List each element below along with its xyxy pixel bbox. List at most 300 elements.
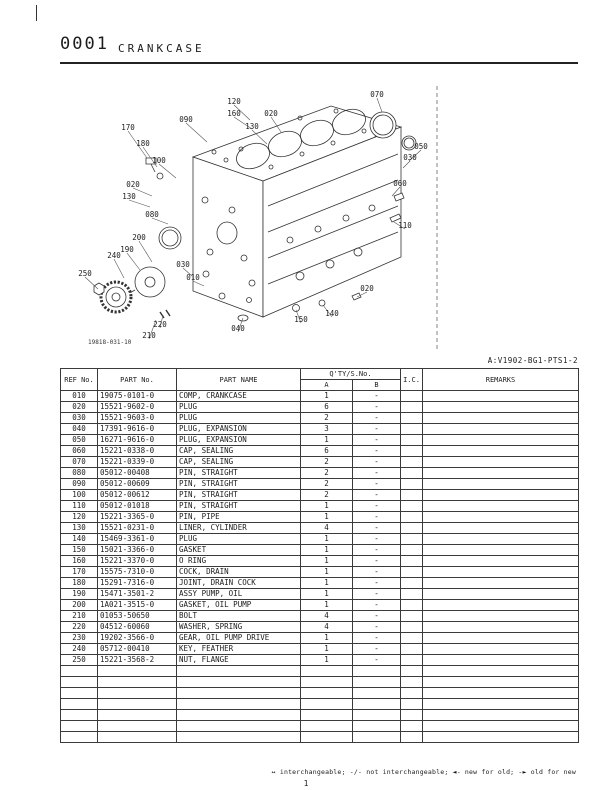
cell-qty-b: - (353, 600, 401, 611)
cell-qty-a: 2 (301, 468, 353, 479)
cell-part-name (177, 699, 301, 710)
cell-part-no: 16271-9616-0 (98, 435, 177, 446)
table-row (61, 589, 579, 600)
table-row-empty (61, 721, 579, 732)
cell-part-name: COMP, CRANKCASE (177, 391, 301, 402)
header-part-name: PART NAME (177, 369, 301, 391)
table-row (61, 622, 579, 633)
cell-remarks (423, 446, 579, 457)
cell-part-no: 15521-9602-0 (98, 402, 177, 413)
diagram-callout: 080 (145, 210, 159, 219)
cell-qty-b: - (353, 391, 401, 402)
table-row (61, 446, 579, 457)
diagram-callout: 070 (370, 90, 384, 99)
cell-ic (401, 567, 423, 578)
cell-qty-b: - (353, 446, 401, 457)
diagram-callout: 010 (186, 273, 200, 282)
diagram-callout: 200 (132, 233, 146, 242)
cell-ref: 110 (61, 501, 98, 512)
cell-ic (401, 721, 423, 732)
cell-remarks (423, 644, 579, 655)
cell-part-no: 19075-0101-0 (98, 391, 177, 402)
cell-ic (401, 611, 423, 622)
cell-remarks (423, 699, 579, 710)
diagram-callout: 210 (142, 331, 156, 340)
diagram-callout: 140 (325, 309, 339, 318)
block-front-face (193, 157, 263, 317)
cell-qty-b (353, 677, 401, 688)
cell-ref: 130 (61, 523, 98, 534)
cell-part-name: PIN, STRAIGHT (177, 468, 301, 479)
cell-qty-a: 1 (301, 501, 353, 512)
cell-part-no (98, 688, 177, 699)
cell-ref: 200 (61, 600, 98, 611)
header-qty: Q'TY/S.No. (301, 369, 401, 380)
cell-part-no: 15021-3366-0 (98, 545, 177, 556)
cell-qty-b: - (353, 457, 401, 468)
cell-part-no: 01053-50650 (98, 611, 177, 622)
cell-ic (401, 435, 423, 446)
cell-ic (401, 446, 423, 457)
cell-part-no: 15469-3361-0 (98, 534, 177, 545)
cell-ref: 220 (61, 622, 98, 633)
cell-ic (401, 468, 423, 479)
cell-ref: 060 (61, 446, 98, 457)
cell-qty-b: - (353, 622, 401, 633)
cell-part-name (177, 732, 301, 743)
cell-qty-a (301, 688, 353, 699)
cell-qty-a: 1 (301, 534, 353, 545)
cell-ref (61, 732, 98, 743)
cell-part-name: PLUG (177, 413, 301, 424)
cell-ic (401, 732, 423, 743)
cell-part-no: 15291-7316-0 (98, 578, 177, 589)
cell-qty-b (353, 710, 401, 721)
cell-part-no: 15471-3501-2 (98, 589, 177, 600)
drain-joint (157, 173, 163, 179)
cell-qty-a (301, 666, 353, 677)
cell-remarks (423, 567, 579, 578)
cell-ref: 250 (61, 655, 98, 666)
table-row (61, 501, 579, 512)
cell-ic (401, 677, 423, 688)
cell-remarks (423, 413, 579, 424)
cell-ic (401, 457, 423, 468)
cell-part-name (177, 710, 301, 721)
cell-part-no (98, 677, 177, 688)
cell-qty-b: - (353, 578, 401, 589)
cell-part-name: COCK, DRAIN (177, 567, 301, 578)
diagram-callout: 130 (245, 122, 259, 131)
cell-part-name: PIN, STRAIGHT (177, 479, 301, 490)
diagram-callout: 170 (121, 123, 135, 132)
cell-remarks (423, 721, 579, 732)
cell-part-no: 04512-60060 (98, 622, 177, 633)
cell-remarks (423, 435, 579, 446)
cell-ref: 040 (61, 424, 98, 435)
cell-ref: 090 (61, 479, 98, 490)
cell-qty-b: - (353, 556, 401, 567)
cell-qty-a (301, 699, 353, 710)
cell-qty-a: 6 (301, 402, 353, 413)
diagram-callout: 130 (122, 192, 136, 201)
cell-part-no: 15221-0338-0 (98, 446, 177, 457)
cell-ic (401, 655, 423, 666)
cell-part-name (177, 688, 301, 699)
table-row (61, 534, 579, 545)
table-row (61, 424, 579, 435)
cell-ic (401, 644, 423, 655)
cell-part-name: LINER, CYLINDER (177, 523, 301, 534)
cell-qty-a: 1 (301, 391, 353, 402)
cell-qty-b (353, 699, 401, 710)
cell-part-name: JOINT, DRAIN COCK (177, 578, 301, 589)
plug-small (319, 300, 325, 306)
cell-qty-a: 4 (301, 611, 353, 622)
cell-ref: 190 (61, 589, 98, 600)
cell-remarks (423, 732, 579, 743)
cell-qty-a: 1 (301, 644, 353, 655)
table-row-empty (61, 710, 579, 721)
cell-remarks (423, 710, 579, 721)
cell-part-name: PIN, STRAIGHT (177, 501, 301, 512)
cell-part-no: 15221-3568-2 (98, 655, 177, 666)
parts-table (60, 368, 579, 743)
table-row (61, 413, 579, 424)
cell-part-name: CAP, SEALING (177, 446, 301, 457)
cell-qty-b (353, 688, 401, 699)
page-title: CRANKCASE (118, 42, 205, 55)
cell-qty-a: 1 (301, 545, 353, 556)
cell-qty-a: 2 (301, 479, 353, 490)
cell-ic (401, 424, 423, 435)
cell-remarks (423, 556, 579, 567)
table-row (61, 468, 579, 479)
cell-qty-b: - (353, 567, 401, 578)
cell-ic (401, 710, 423, 721)
cell-part-name: GASKET (177, 545, 301, 556)
cell-qty-b: - (353, 644, 401, 655)
table-row (61, 655, 579, 666)
leader-line (129, 200, 150, 207)
section-code: 0001 (60, 34, 109, 54)
cell-part-name: WASHER, SPRING (177, 622, 301, 633)
cell-ic (401, 391, 423, 402)
cell-part-name: PIN, STRAIGHT (177, 490, 301, 501)
cell-part-no: 05012-01018 (98, 501, 177, 512)
cell-part-no (98, 721, 177, 732)
cell-qty-b: - (353, 479, 401, 490)
cell-qty-a (301, 732, 353, 743)
cell-ic (401, 633, 423, 644)
cell-ref (61, 677, 98, 688)
cell-qty-b: - (353, 655, 401, 666)
cell-ref: 010 (61, 391, 98, 402)
cell-qty-a: 1 (301, 578, 353, 589)
cell-part-name (177, 666, 301, 677)
cell-ref: 140 (61, 534, 98, 545)
cell-ic (401, 622, 423, 633)
leader-line (403, 161, 410, 168)
drawing-number: 19818-031-10 (88, 339, 132, 346)
cell-part-name: PLUG (177, 402, 301, 413)
cell-part-name (177, 677, 301, 688)
cell-remarks (423, 490, 579, 501)
table-row (61, 523, 579, 534)
cell-qty-b (353, 732, 401, 743)
cell-remarks (423, 534, 579, 545)
cell-remarks (423, 589, 579, 600)
cell-qty-b: - (353, 611, 401, 622)
header-ic: I.C. (401, 369, 423, 391)
cell-ic (401, 490, 423, 501)
cell-part-name: PLUG, EXPANSION (177, 435, 301, 446)
cell-remarks (423, 402, 579, 413)
cell-ref: 070 (61, 457, 98, 468)
cell-qty-a: 1 (301, 589, 353, 600)
cell-remarks (423, 391, 579, 402)
cell-remarks (423, 545, 579, 556)
cell-ref: 120 (61, 512, 98, 523)
diagram-callout: 240 (107, 251, 121, 260)
cell-ic (401, 688, 423, 699)
cell-qty-b: - (353, 545, 401, 556)
cell-remarks (423, 457, 579, 468)
cell-ic (401, 523, 423, 534)
cell-part-name: GEAR, OIL PUMP DRIVE (177, 633, 301, 644)
diagram-callout: 020 (360, 284, 374, 293)
cell-remarks (423, 655, 579, 666)
cell-part-no: 05012-00408 (98, 468, 177, 479)
cell-remarks (423, 479, 579, 490)
cell-part-name: ASSY PUMP, OIL (177, 589, 301, 600)
cell-part-name: BOLT (177, 611, 301, 622)
cell-part-no (98, 732, 177, 743)
cell-part-no: 17391-9616-0 (98, 424, 177, 435)
table-row (61, 435, 579, 446)
diagram-callout: 040 (231, 324, 245, 333)
cell-qty-b: - (353, 633, 401, 644)
table-row (61, 545, 579, 556)
cell-qty-b: - (353, 501, 401, 512)
leader-line (133, 188, 152, 196)
cell-ic (401, 534, 423, 545)
interchangeability-legend: ↔ interchangeable; -/- not interchangeable; ◄- new for old; -► old for new (271, 768, 576, 776)
diagram-callout: 250 (78, 269, 92, 278)
cell-part-no: 15221-0339-0 (98, 457, 177, 468)
diagram-callout: 030 (403, 153, 417, 162)
table-row (61, 556, 579, 567)
table-row-empty (61, 699, 579, 710)
cell-ref (61, 710, 98, 721)
cell-qty-b: - (353, 490, 401, 501)
table-row (61, 512, 579, 523)
cell-qty-b: - (353, 534, 401, 545)
cell-ref: 240 (61, 644, 98, 655)
cell-remarks (423, 611, 579, 622)
oil-pump-body (135, 267, 165, 297)
diagram-callout: 180 (136, 139, 150, 148)
cell-qty-a: 2 (301, 413, 353, 424)
cell-remarks (423, 688, 579, 699)
pump-bolts (160, 310, 170, 318)
cell-ref: 080 (61, 468, 98, 479)
cell-ref (61, 666, 98, 677)
cell-qty-a: 4 (301, 523, 353, 534)
table-row-empty (61, 666, 579, 677)
cell-qty-a: 6 (301, 446, 353, 457)
table-row (61, 611, 579, 622)
cell-qty-a: 1 (301, 512, 353, 523)
cell-qty-b: - (353, 468, 401, 479)
cell-part-no: 05012-00612 (98, 490, 177, 501)
cell-ic (401, 666, 423, 677)
cell-ref: 170 (61, 567, 98, 578)
cell-part-name: KEY, FEATHER (177, 644, 301, 655)
plug-bolt (352, 293, 361, 300)
cell-part-no: 15221-3365-0 (98, 512, 177, 523)
cell-remarks (423, 512, 579, 523)
cell-remarks (423, 424, 579, 435)
cell-qty-b (353, 721, 401, 732)
cell-qty-a: 2 (301, 457, 353, 468)
cell-qty-a: 1 (301, 633, 353, 644)
cell-part-name: CAP, SEALING (177, 457, 301, 468)
cell-qty-a: 1 (301, 435, 353, 446)
cell-ref: 100 (61, 490, 98, 501)
cell-ic (401, 512, 423, 523)
cell-qty-b (353, 666, 401, 677)
diagram-callout: 160 (227, 109, 241, 118)
cell-ref: 180 (61, 578, 98, 589)
cell-part-name: PIN, PIPE (177, 512, 301, 523)
cell-ref: 030 (61, 413, 98, 424)
cell-part-name: PLUG (177, 534, 301, 545)
cell-part-no: 05012-00609 (98, 479, 177, 490)
leader-line (85, 277, 98, 289)
cell-part-name: NUT, FLANGE (177, 655, 301, 666)
cell-qty-a: 3 (301, 424, 353, 435)
cell-remarks (423, 677, 579, 688)
cell-ic (401, 501, 423, 512)
oil-pump-drive-gear (101, 282, 131, 312)
cell-remarks (423, 523, 579, 534)
cell-ic (401, 556, 423, 567)
table-row (61, 578, 579, 589)
header-remarks: REMARKS (423, 369, 579, 391)
cell-qty-a: 1 (301, 655, 353, 666)
cell-ic (401, 479, 423, 490)
cell-part-name: GASKET, OIL PUMP (177, 600, 301, 611)
table-row (61, 600, 579, 611)
cell-part-name (177, 721, 301, 732)
cell-ref: 050 (61, 435, 98, 446)
cell-qty-b: - (353, 589, 401, 600)
diagram-callout: 120 (227, 97, 241, 106)
cell-qty-b: - (353, 512, 401, 523)
cell-ic (401, 578, 423, 589)
cell-part-no: 19202-3566-0 (98, 633, 177, 644)
table-row (61, 479, 579, 490)
table-row (61, 644, 579, 655)
table-row (61, 391, 579, 402)
diagram-callout: 030 (176, 260, 190, 269)
cell-ref (61, 688, 98, 699)
cell-part-no (98, 699, 177, 710)
cell-ic (401, 699, 423, 710)
cell-ref: 150 (61, 545, 98, 556)
cell-qty-a: 1 (301, 600, 353, 611)
table-row (61, 633, 579, 644)
cell-qty-b: - (353, 523, 401, 534)
header-qty-a: A (301, 380, 353, 391)
cell-part-no: 05712-00410 (98, 644, 177, 655)
diagram-callout: 190 (120, 245, 134, 254)
leader-line (114, 259, 124, 278)
cell-ref: 160 (61, 556, 98, 567)
cell-remarks (423, 666, 579, 677)
diagram-callout: 020 (126, 180, 140, 189)
diagram-callout: 060 (393, 179, 407, 188)
cell-ic (401, 413, 423, 424)
cell-ic (401, 589, 423, 600)
cell-remarks (423, 622, 579, 633)
table-row (61, 490, 579, 501)
cell-remarks (423, 600, 579, 611)
cell-qty-b: - (353, 424, 401, 435)
diagram-callout: 050 (414, 142, 428, 151)
cell-qty-a: 2 (301, 490, 353, 501)
leader-line (127, 253, 140, 270)
diagram-callout: 150 (294, 315, 308, 324)
diagram-callout: 020 (264, 109, 278, 118)
crankcase-exploded-diagram (0, 0, 612, 364)
cell-part-no (98, 710, 177, 721)
cell-qty-a (301, 721, 353, 732)
diagram-area (0, 0, 612, 364)
cell-ref: 210 (61, 611, 98, 622)
table-row (61, 457, 579, 468)
cell-ref: 020 (61, 402, 98, 413)
header-qty-b: B (353, 380, 401, 391)
sealing-cap-large (370, 112, 396, 138)
cell-qty-a: 1 (301, 556, 353, 567)
cell-ref (61, 721, 98, 732)
cell-remarks (423, 578, 579, 589)
cell-remarks (423, 468, 579, 479)
page-number: 1 (303, 779, 309, 788)
diagram-callout: 220 (153, 320, 167, 329)
cell-qty-b: - (353, 413, 401, 424)
cell-qty-b: - (353, 435, 401, 446)
cell-part-no: 15575-7310-0 (98, 567, 177, 578)
cell-qty-b: - (353, 402, 401, 413)
leader-line (377, 98, 382, 112)
flange-nut (94, 283, 104, 295)
cell-part-no: 15521-9603-0 (98, 413, 177, 424)
cell-ic (401, 600, 423, 611)
table-row (61, 402, 579, 413)
cell-remarks (423, 633, 579, 644)
cell-qty-a (301, 677, 353, 688)
header-part-no: PART No. (98, 369, 177, 391)
cell-part-name: PLUG, EXPANSION (177, 424, 301, 435)
cell-ic (401, 545, 423, 556)
table-row-empty (61, 677, 579, 688)
model-code: A:V1902-BG1-PTS1-2 (487, 356, 578, 365)
cell-qty-a (301, 710, 353, 721)
diagram-callout: 090 (179, 115, 193, 124)
